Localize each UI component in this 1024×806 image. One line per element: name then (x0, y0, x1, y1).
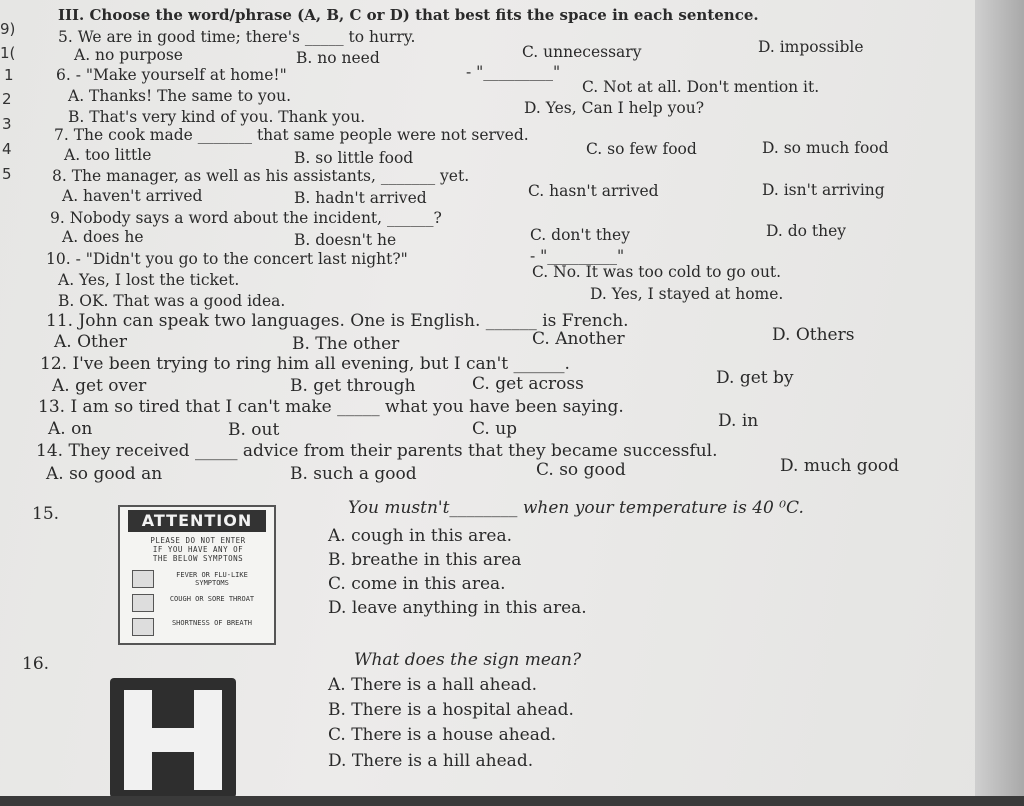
option-a: A. haven't arrived (62, 187, 203, 205)
option-d: D. impossible (758, 38, 864, 56)
margin-number: 2 (2, 90, 12, 108)
margin-number: 9) (0, 20, 16, 38)
thermometer-icon (132, 570, 154, 588)
sign-title: ATTENTION (128, 510, 266, 532)
sign-text: THE BELOW SYMPTONS (152, 554, 244, 563)
margin-number: 1 (4, 66, 14, 84)
option-a: A. so good an (46, 464, 163, 484)
page-edge-shadow (975, 0, 1024, 806)
option-a: A. on (48, 419, 93, 439)
question-stem: 11. John can speak two languages. One is English. ______ is French. (46, 311, 629, 331)
option-a: A. no purpose (74, 46, 183, 64)
option-b: B. There is a hospital ahead. (328, 700, 574, 720)
option-c: C. hasn't arrived (528, 182, 659, 200)
option-b: B. so little food (294, 149, 414, 167)
option-c: C. up (472, 419, 518, 439)
option-d: D. get by (716, 368, 794, 388)
option-a: A. cough in this area. (328, 526, 513, 546)
option-b: B. hadn't arrived (294, 189, 427, 207)
option-a: A. does he (62, 228, 144, 246)
section-heading: III. Choose the word/phrase (A, B, C or D) that best fits the space in each sentence. (58, 6, 759, 24)
option-d: D. do they (766, 222, 847, 240)
option-a: A. Yes, I lost the ticket. (58, 271, 240, 289)
margin-number: 1( (0, 44, 16, 62)
question-stem: 5. We are in good time; there's _____ to hurry. (58, 28, 416, 46)
option-d: D. Yes, Can I help you? (524, 99, 704, 117)
question-stem: 7. The cook made _______ that same people were not served. (54, 126, 529, 144)
option-d: D. so much food (762, 139, 889, 157)
question-stem: 6. - "Make yourself at home!" (56, 66, 287, 84)
option-d: D. There is a hill ahead. (328, 751, 534, 771)
option-b: B. get through (290, 376, 416, 396)
option-c: C. get across (472, 374, 584, 394)
option-b: B. OK. That was a good idea. (58, 292, 286, 310)
option-b: B. out (228, 420, 280, 440)
option-c: C. Not at all. Don't mention it. (582, 78, 820, 96)
option-a: A. too little (64, 146, 152, 164)
symptom-label: SHORTNESS OF BREATH (171, 619, 253, 627)
question-number: 15. (32, 504, 60, 524)
option-c: C. unnecessary (522, 43, 642, 61)
option-a: A. There is a hall ahead. (328, 675, 538, 695)
attention-sign-image (118, 505, 276, 645)
question-reply: - "_________" (530, 247, 625, 265)
option-d: D. much good (780, 456, 900, 476)
option-b: B. The other (292, 334, 400, 354)
question-stem: 12. I've been trying to ring him all evening, but I can't ______. (40, 354, 570, 374)
question-stem: 14. They received _____ advice from their parents that they became successful. (36, 441, 718, 461)
option-b: B. doesn't he (294, 231, 397, 249)
question-prompt: You mustn't________ when your temperature is 40 ⁰C. (348, 498, 804, 518)
margin-number: 5 (2, 165, 12, 183)
option-a: A. Thanks! The same to you. (68, 87, 291, 105)
option-c: C. don't they (530, 226, 630, 244)
symptom-label: COUGH OR SORE THROAT (169, 595, 255, 603)
option-a: A. get over (52, 376, 147, 396)
symptom-label: FEVER OR FLU-LIKE SYMPTOMS (176, 571, 248, 587)
option-c: C. Another (532, 329, 625, 349)
option-d: D. Yes, I stayed at home. (590, 285, 784, 303)
question-number: 16. (22, 654, 50, 674)
option-d: D. isn't arriving (762, 181, 885, 199)
sign-text: IF YOU HAVE ANY OF (152, 545, 244, 554)
page-bottom-edge (0, 796, 1024, 806)
question-reply: - "_________" (466, 63, 561, 81)
option-d: D. leave anything in this area. (328, 598, 587, 618)
option-b: B. breathe in this area (328, 550, 522, 570)
margin-number: 3 (2, 115, 12, 133)
question-stem: 13. I am so tired that I can't make _____ what you have been saying. (38, 397, 624, 417)
option-c: C. so good (536, 460, 626, 480)
question-stem: 10. - "Didn't you go to the concert last night?" (46, 250, 408, 268)
question-stem: 9. Nobody says a word about the incident, ______? (50, 209, 442, 227)
option-d: D. in (718, 411, 759, 431)
symptom-row (132, 569, 266, 589)
symptom-row (132, 617, 266, 637)
question-prompt: What does the sign mean? (354, 650, 582, 670)
symptom-row (132, 593, 266, 613)
option-b: B. such a good (290, 464, 417, 484)
option-c: C. There is a house ahead. (328, 725, 557, 745)
option-b: B. no need (296, 49, 380, 67)
option-c: C. come in this area. (328, 574, 506, 594)
option-b: B. That's very kind of you. Thank you. (68, 108, 366, 126)
hospital-sign-icon (110, 678, 236, 798)
option-c: C. No. It was too cold to go out. (532, 263, 782, 281)
cough-icon (132, 594, 154, 612)
option-d: D. Others (772, 325, 855, 345)
margin-number: 4 (2, 140, 12, 158)
question-stem: 8. The manager, as well as his assistants, _______ yet. (52, 167, 470, 185)
lungs-icon (132, 618, 154, 636)
option-c: C. so few food (586, 140, 697, 158)
sign-text: PLEASE DO NOT ENTER (150, 536, 246, 545)
option-a: A. Other (54, 332, 127, 352)
